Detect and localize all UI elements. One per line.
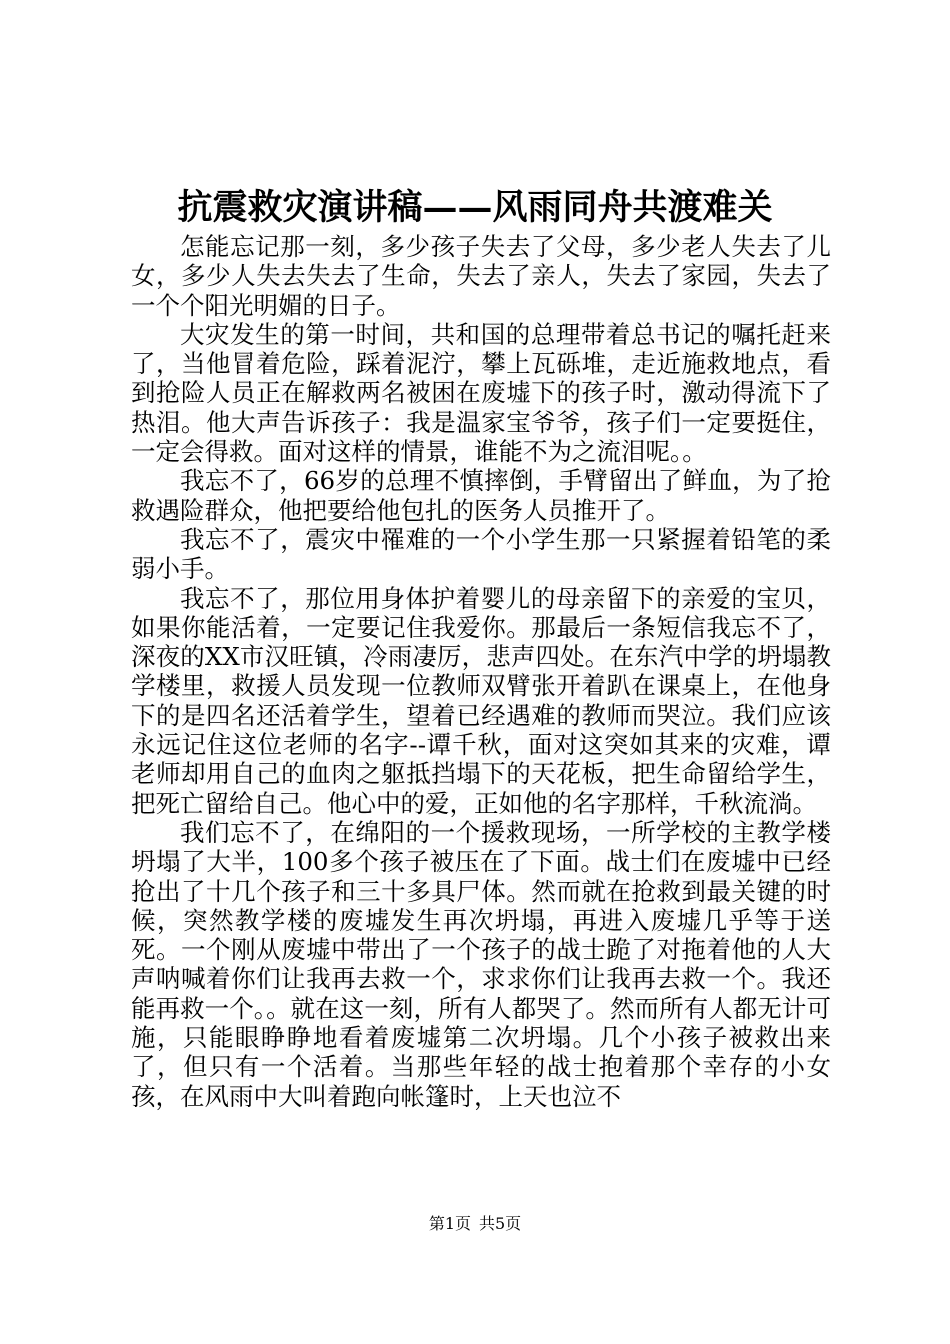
document-title: 抗震救灾演讲稿——风雨同舟共渡难关	[177, 187, 773, 228]
paragraph-4: 我忘不了，震灾中罹难的一个小学生那一只紧握着铅笔的柔弱小手。	[131, 524, 831, 584]
paragraph-2: 大灾发生的第一时间，共和国的总理带着总书记的嘱托赶来了，当他冒着危险，踩着泥泞，攀上瓦砾堆，走近施救地点，看到抢险人员正在解救两名被困在废墟下的孩子时，激动得流下了热泪。他大声告诉孩子：我是温家宝爷爷，孩子们一定要挺住，一定会得救。面对这样的情景，谁能不为之流泪呢。。	[131, 319, 831, 467]
paragraph-1: 怎能忘记那一刻，多少孩子失去了父母，多少老人失去了儿女，多少人失去失去了生命，失去了亲人，失去了家园，失去了一个个阳光明媚的日子。	[131, 232, 831, 320]
page-number-current: 第1页	[428, 1214, 471, 1233]
paragraph-5: 我忘不了，那位用身体护着婴儿的母亲留下的亲爱的宝贝，如果你能活着，一定要记住我爱你。那最后一条短信我忘不了，深夜的XX市汉旺镇，冷雨凄厉，悲声四处。在东汽中学的坍塌教学楼里，救援人员发现一位教师双臂张开着趴在课桌上，在他身下的是四名还活着学生，望着已经遇难的教师而哭泣。我们应该永远记住这位老师的名字--谭千秋，面对这突如其来的灾难，谭老师却用自己的血肉之躯抵挡塌下的天花板，把生命留给学生，把死亡留给自己。他心中的爱，正如他的名字那样，千秋流淌。	[131, 583, 831, 818]
page-footer	[0, 1213, 950, 1235]
page-number-total: 共5页	[479, 1214, 522, 1233]
paragraph-3: 我忘不了，66岁的总理不慎摔倒，手臂留出了鲜血，为了抢救遇险群众，他把要给他包扎的医务人员推开了。	[131, 466, 831, 525]
document-body	[131, 232, 831, 1111]
paragraph-6: 我们忘不了，在绵阳的一个援救现场，一所学校的主教学楼坍塌了大半，100多个孩子被压在了下面。战士们在废墟中已经抢出了十几个孩子和三十多具尸体。然而就在抢救到最关键的时候，突然教学楼的废墟发生再次坍塌，再进入废墟几乎等于送死。一个刚从废墟中带出了一个孩子的战士跪了对拖着他的人大声呐喊着你们让我再去救一个，求求你们让我再去救一个。我还能再救一个。。就在这一刻，所有人都哭了。然而所有人都无计可施，只能眼睁睁地看着废墟第二次坍塌。几个小孩子被救出来了，但只有一个活着。当那些年轻的战士抱着那个幸存的小女孩，在风雨中大叫着跑向帐篷时，上天也泣不	[131, 817, 831, 1111]
